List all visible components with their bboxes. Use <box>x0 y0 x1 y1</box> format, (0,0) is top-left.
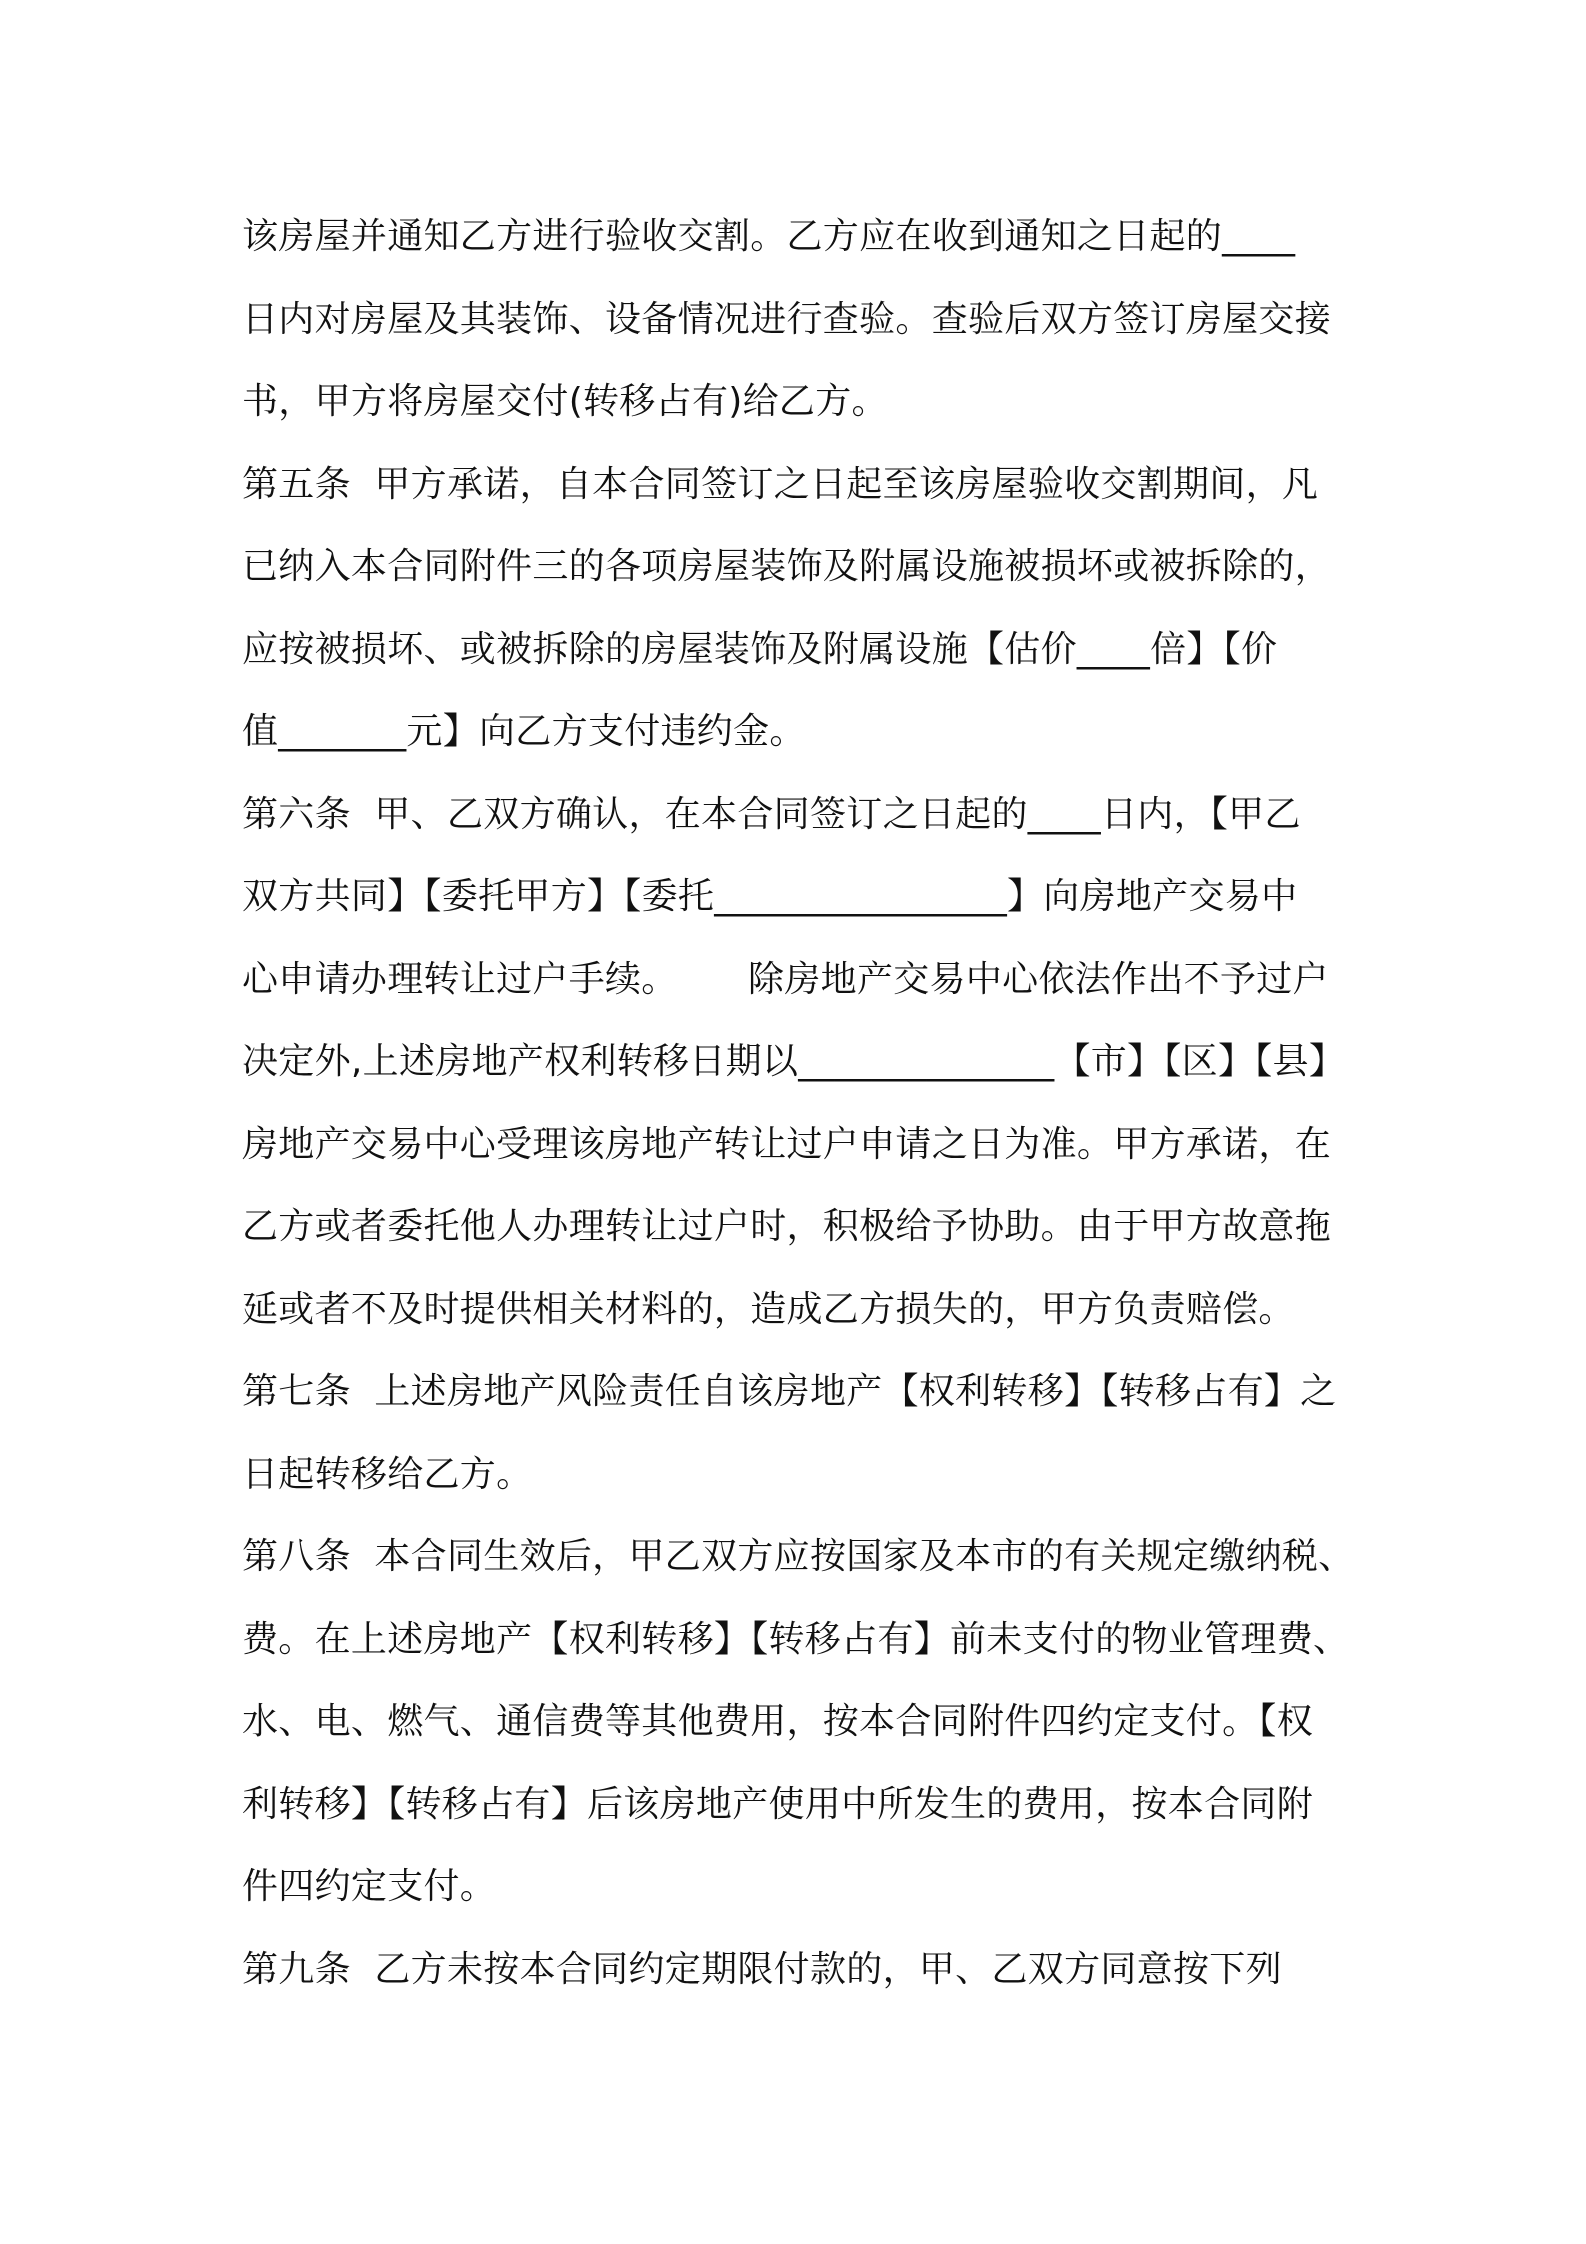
article-8-line: 第八条 本合同生效后，甲乙双方应按国家及本市的有关规定缴纳税、 <box>242 1536 1355 1577</box>
contract-body <box>242 196 1372 2011</box>
text-line: 日起转移给乙方。 <box>242 1453 533 1495</box>
text-line: 应按被损坏、或被拆除的房屋装饰及附属设施【估价____倍】【价 <box>242 628 1278 670</box>
article-9-line: 第九条 乙方未按本合同约定期限付款的，甲、乙双方同意按下列 <box>242 1948 1282 1990</box>
text-line: 费。在上述房地产【权利转移】【转移占有】前未支付的物业管理费、 <box>242 1618 1350 1660</box>
text-line: 该房屋并通知乙方进行验收交割。乙方应在收到通知之日起的____ <box>242 216 1296 257</box>
text-line: 件四约定支付。 <box>242 1866 497 1907</box>
text-line: 房地产交易中心受理该房地产转让过户申请之日为准。甲方承诺，在 <box>242 1123 1332 1165</box>
article-5-line: 第五条 甲方承诺，自本合同签订之日起至该房屋验收交割期间，凡 <box>242 463 1319 505</box>
text-line: 书，甲方将房屋交付(转移占有)给乙方。 <box>242 381 888 422</box>
text-line: 日内对房屋及其装饰、设备情况进行查验。查验后双方签订房屋交接 <box>242 298 1332 340</box>
text-line: 水、电、燃气、通信费等其他费用，按本合同附件四约定支付。【权 <box>242 1701 1314 1742</box>
text-line: 决定外,上述房地产权利转移日期以______________【市】【区】【县】 <box>242 1041 1346 1082</box>
text-line: 值_______元】向乙方支付违约金。 <box>242 711 806 752</box>
text-line: 乙方或者委托他人办理转让过户时，积极给予协助。由于甲方故意拖 <box>242 1206 1332 1247</box>
article-6-line: 第六条 甲、乙双方确认，在本合同签订之日起的____日内，【甲乙 <box>242 793 1301 835</box>
text-line: 心申请办理转让过户手续。 除房地产交易中心依法作出不予过户 <box>242 958 1329 1000</box>
text-line: 已纳入本合同附件三的各项房屋装饰及附属设施被损坏或被拆除的， <box>242 546 1332 587</box>
text-line: 延或者不及时提供相关材料的，造成乙方损失的，甲方负责赔偿。 <box>242 1288 1295 1330</box>
text-line: 利转移】【转移占有】后该房地产使用中所发生的费用，按本合同附 <box>242 1783 1314 1825</box>
text-line: 双方共同】【委托甲方】【委托________________】向房地产交易中 <box>242 876 1298 917</box>
article-7-line: 第七条 上述房地产风险责任自该房地产【权利转移】【转移占有】之 <box>242 1371 1337 1412</box>
